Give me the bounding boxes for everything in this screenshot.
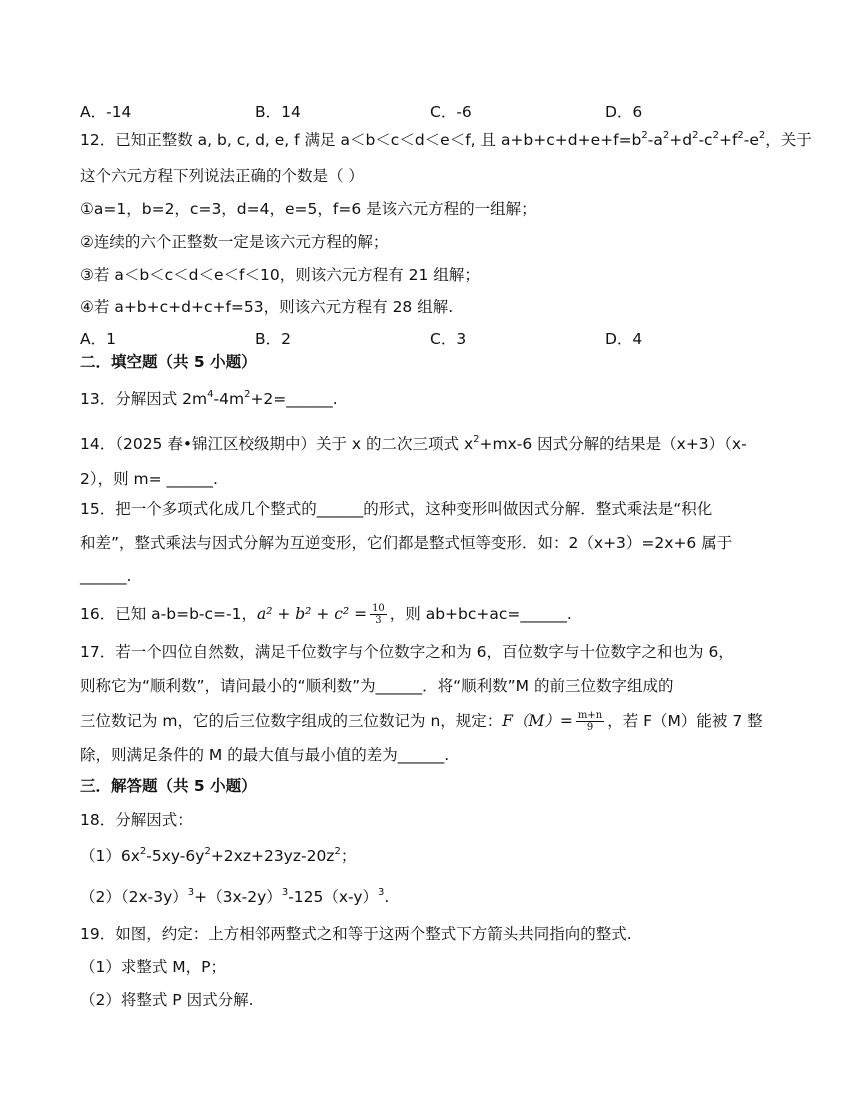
q12-stem-line2: 这个六元方程下列说法正确的个数是（ ） <box>80 167 364 185</box>
q13: 13．分解因式 $2m^4-4m^2+2=\_\_\_\_\_\_$. <box>80 389 338 408</box>
q18-part2: $(2)(2x-3y)^3+(3x-2y)^3-125(x-y)^3$. <box>80 887 390 906</box>
q17-fraction: $\frac{m+n}{9}$ <box>577 710 603 733</box>
q12-choice-d: D．4 <box>605 330 643 348</box>
q18-part1: $(1)6x^2-5xy-6y^2+2xz+23yz-20z^2$； <box>80 846 357 865</box>
q11-choice-b: B．14 <box>255 103 301 121</box>
q17-line4: 除，则满足条件的 M 的最大值与最小值的差为______. <box>80 746 450 764</box>
q15-line1: 15．把一个多项式化成几个整式的______的形式，这种变形叫做因式分解．整式乘法是“积化 <box>80 500 713 518</box>
q12-option-3: ③若 a＜b＜c＜d＜e＜f＜10，则该六元方程有 21 组解； <box>80 266 480 284</box>
q12-option-2: ②连续的六个正整数一定是该六元方程的解； <box>80 233 389 251</box>
q17-line3: 三位数记为 m，它的后三位数字组成的三位数记为 n，规定：F（M）= $\frac{m+n}{9}$ ，若 F（M）能被 7 整 <box>80 710 763 733</box>
section-heading-fill-in: 二．填空题（共 5 小题） <box>80 353 257 371</box>
q11-choice-d: D．6 <box>605 103 643 121</box>
q17-line2: 则称它为“顺利数”，请问最小的“顺利数”为______．将“顺利数”M 的前三位数字组成的 <box>80 677 674 695</box>
q12-choice-a: A．1 <box>80 330 116 348</box>
q11-choices <box>80 102 780 122</box>
q11-choice-a: A．-14 <box>80 103 132 121</box>
q14: 14．（2025 春•锦江区校级期中）关于 x 的二次三项式 $x^2+mx-6$ 因式分解的结果是（x+3）（x- <box>80 434 747 453</box>
q15-line2: 和差”，整式乘法与因式分解为互逆变形，它们都是整式恒等变形．如：2（x+3）=2x+6 属于 <box>80 534 733 552</box>
q12-choice-b: B．2 <box>255 330 291 348</box>
q19-line1: 19．如图，约定：上方相邻两整式之和等于这两个整式下方箭头共同指向的整式. <box>80 925 632 943</box>
q12-option-1: ①a=1，b=2，c=3，d=4，e=5，f=6 是该六元方程的一组解； <box>80 200 537 218</box>
q17-line1: 17．若一个四位自然数，满足千位数字与个位数字之和为 6，百位数字与十位数字之和也为 6， <box>80 643 734 661</box>
q17-function: F（M）= <box>502 712 573 730</box>
section-heading-solutions: 三．解答题（共 5 小题） <box>80 777 257 795</box>
q19-part1: （1）求整式 M，P； <box>80 958 227 976</box>
q12-choice-c: C．3 <box>430 330 467 348</box>
q19-part2: （2）将整式 P 因式分解. <box>80 991 254 1009</box>
q14-line2: 2），则 m= ______. <box>80 470 218 488</box>
q12-option-4: ④若 a+b+c+d+c+f=53，则该六元方程有 28 组解. <box>80 298 454 316</box>
q16: 16．已知 a-b=b-c=-1，a² + b² + c² = $\frac{10}{3}$ ，则 ab+bc+ac=______. <box>80 603 572 626</box>
q18-title: 18．分解因式： <box>80 811 193 829</box>
q11-choice-c: C．-6 <box>430 103 472 121</box>
q16-fraction: $\frac{10}{3}$ <box>372 603 385 626</box>
q16-equation: a² + b² + c² = <box>256 605 368 623</box>
q12-choices <box>80 329 780 349</box>
q15-line3: ______. <box>80 567 132 585</box>
q12-stem: 12．已知正整数 a, b, c, d, e, f 满足 a＜b＜c＜d＜e＜f, 且 $a+b+c+d+e+f=b^2-a^2+d^2-c^2+f^2-e^2$，关于 <box>80 130 812 149</box>
